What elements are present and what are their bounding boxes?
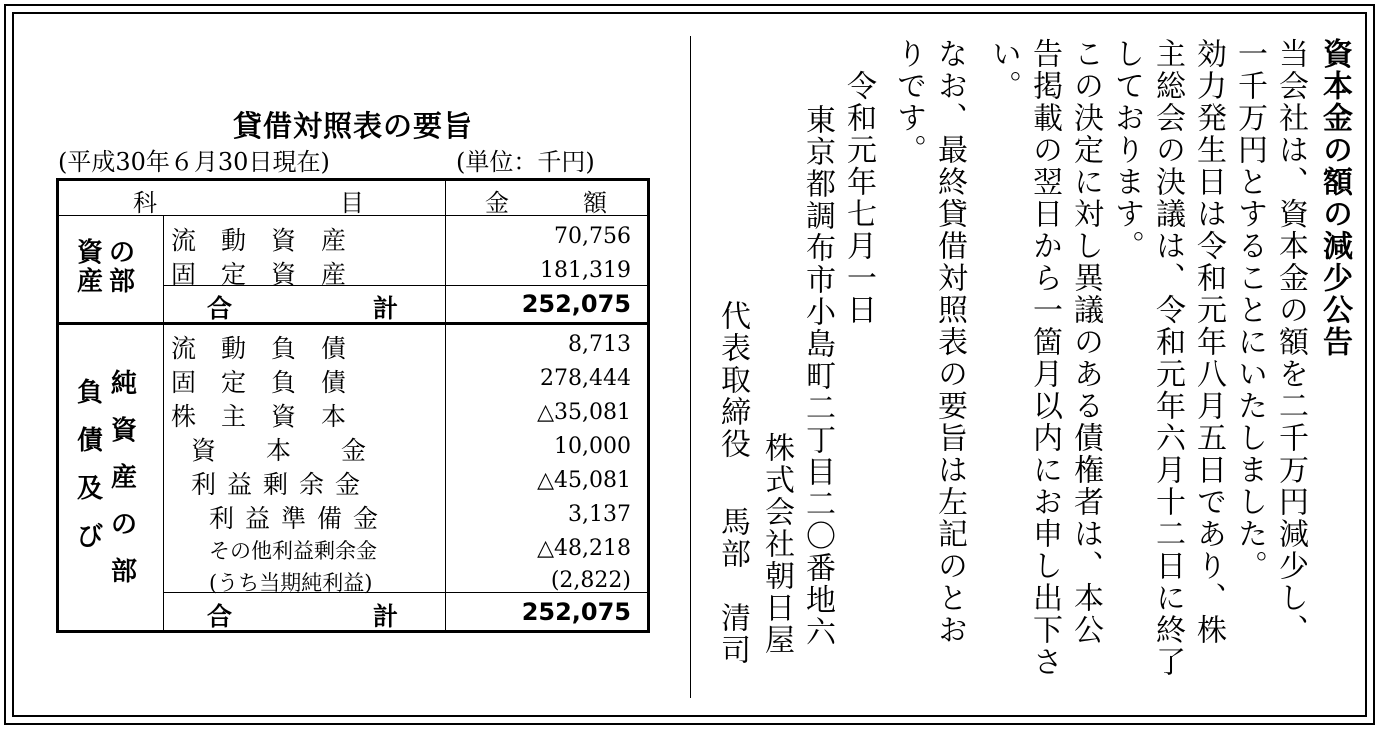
liabilities-label-char: 産 (111, 463, 138, 493)
assets-total-label-1: 合 (207, 294, 233, 323)
liabilities-total-label-1: 合 (207, 602, 233, 631)
representative-title: 代表取締役 (715, 300, 750, 460)
notice-line: 一千万円とすることにいたしました。 (1232, 38, 1267, 582)
row-value: (2,822) (550, 568, 631, 593)
liabilities-section-label (77, 369, 103, 561)
row-label: 株 主 資 本 (171, 402, 347, 431)
liabilities-section-label-2 (111, 361, 137, 596)
row-label: 固 定 負 債 (171, 368, 347, 397)
representative-name: 馬部 清司 (715, 506, 750, 666)
header-item-2: 目 (340, 189, 364, 217)
assets-section-label-2 (109, 239, 135, 296)
liabilities-label-char: 及 (77, 474, 104, 504)
amount-column-divider (445, 181, 446, 630)
notice-line: 効力発生日は令和元年八月五日であり、株 (1191, 38, 1226, 646)
assets-total-value: 252,075 (521, 290, 631, 318)
notice-line: しております。 (1109, 38, 1144, 262)
row-label: 利益準備金 (209, 504, 390, 533)
company-name: 株式会社朝日屋 (759, 432, 794, 656)
notice-title: 資本金の額の減少公告 (1317, 38, 1352, 358)
row-value: △48,218 (537, 536, 631, 561)
row-value: 181,319 (540, 258, 631, 283)
row-label: 流 動 負 債 (171, 334, 347, 363)
header-amount-1: 金 (485, 189, 509, 217)
row-value: 10,000 (554, 434, 631, 459)
balance-sheet-unit: (単位：千円) (456, 148, 595, 176)
column-separator (690, 36, 691, 698)
assets-label-char: 産 (77, 266, 104, 297)
notice-line: なお、最終貸借対照表の要旨は左記のとお (932, 38, 967, 646)
liabilities-label-char: 純 (111, 369, 138, 399)
assets-label-char: 部 (109, 266, 136, 297)
assets-total-label-2: 計 (373, 294, 399, 323)
liabilities-total-value: 252,075 (521, 598, 631, 626)
assets-section-label (77, 239, 103, 296)
row-value: 278,444 (540, 366, 631, 391)
liabilities-label-char: 負 (77, 378, 104, 408)
row-label: 利益剰余金 (191, 470, 372, 499)
liabilities-label-char: 債 (77, 426, 104, 456)
header-amount-2: 額 (583, 189, 607, 217)
liabilities-label-char: 資 (111, 416, 138, 446)
liabilities-label-char: 部 (111, 557, 138, 587)
notice-line: この決定に対し異議のある債権者は、本公 (1068, 38, 1103, 646)
notice-date: 令和元年七月一日 (841, 70, 876, 326)
section-column-divider (163, 215, 164, 630)
balance-sheet-table (56, 178, 650, 633)
row-value: △45,081 (537, 468, 631, 493)
notice-line: い。 (986, 38, 1021, 102)
row-value: 70,756 (554, 224, 631, 249)
row-label: その他利益剰余金 (209, 539, 377, 563)
row-value: 8,713 (568, 332, 631, 357)
row-value: △35,081 (537, 400, 631, 425)
row-value: 3,137 (568, 502, 631, 527)
row-label: 資 本 金 (191, 436, 367, 465)
notice-line: りです。 (891, 38, 926, 166)
assets-label-char: の (109, 238, 136, 268)
balance-sheet-date: (平成30年６月30日現在) (58, 148, 330, 176)
liabilities-label-char: び (77, 522, 104, 552)
company-address: 東京都調布市小島町二丁目二〇番地六 (800, 104, 835, 648)
balance-sheet-title: 貸借対照表の要旨 (232, 109, 473, 143)
notice-line: 告掲載の翌日から一箇月以内にお申し出下さ (1027, 38, 1062, 678)
notice-line: 当会社は、資本金の額を二千万円減少し、 (1273, 38, 1308, 646)
row-label: (うち当期純利益) (209, 571, 373, 595)
notice-line: 主総会の決議は、令和元年六月十二日に終了 (1150, 38, 1185, 678)
liabilities-total-label-2: 計 (373, 602, 399, 631)
liabilities-label-char: の (111, 510, 138, 540)
assets-section-divider (59, 322, 647, 325)
row-label: 固 定 資 産 (171, 260, 347, 289)
assets-label-char: 資 (77, 238, 104, 268)
row-label: 流 動 資 産 (171, 226, 347, 255)
header-item-1: 科 (133, 189, 157, 217)
